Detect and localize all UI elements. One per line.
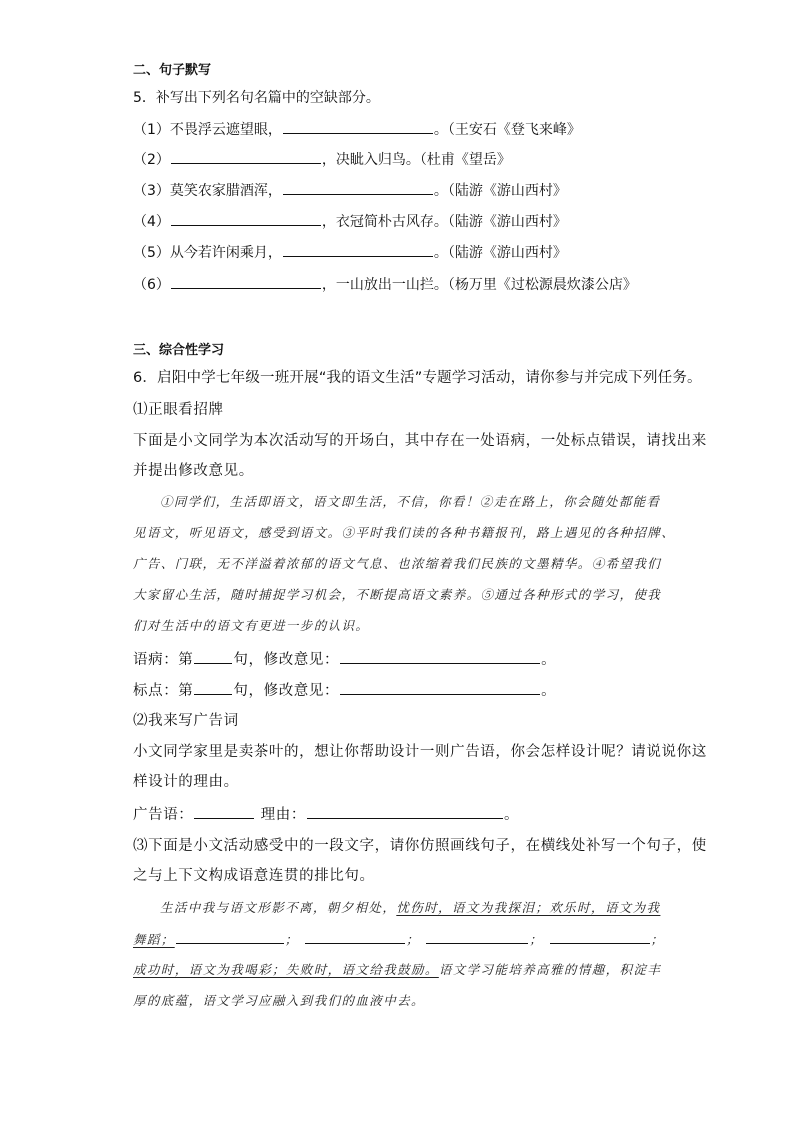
item-given-text: 莫笑农家腊酒浑，	[169, 183, 282, 199]
task-1-instruction: 并提出修改意见。	[133, 463, 254, 479]
item-source: ，决眦入归鸟。（杜甫《望岳》	[321, 152, 511, 168]
model-sentence: 成功时，语文为我喝彩；失败时，语文给我鼓励。	[133, 962, 439, 977]
item-source: ，一山放出一山拦。（杨万里《过松源晨炊漆公店》	[321, 277, 637, 293]
answer-label: 句，修改意见：	[233, 683, 340, 699]
plain-text: 语文学习能培养高雅的情趣，积淀丰	[438, 962, 662, 977]
question-5-prompt: 5．补写出下列名句名篇中的空缺部分。	[133, 90, 380, 106]
item-source: 。（陆游《游山西村》	[433, 183, 567, 199]
plain-text: 生活中我与语文形影不离，朝夕相处，	[160, 900, 397, 915]
model-sentence: 舞蹈；	[133, 932, 175, 947]
answer-label: 语病：第	[133, 652, 194, 668]
sentence-number-blank[interactable]	[194, 649, 232, 664]
imitation-blank[interactable]	[550, 929, 650, 944]
task-3-title: ⑶下面是小文活动感受中的一段文字，请你仿照画线句子，在横线处补写一个句子，使	[133, 838, 707, 854]
task-1-instruction: 下面是小文同学为本次活动写的开场白，其中存在一处语病，一处标点错误，请找出来	[133, 433, 707, 449]
answer-label: 标点：第	[133, 683, 194, 699]
period: 。	[503, 807, 520, 823]
sentence-number-blank[interactable]	[194, 680, 232, 695]
imitation-blank[interactable]	[305, 929, 405, 944]
reflection-line	[133, 929, 664, 950]
task-2-title: ⑵我来写广告词	[133, 713, 239, 729]
task-2-instruction: 小文同学家里是卖茶叶的，想让你帮助设计一则广告语，你会怎样设计呢？请说说你这	[133, 744, 707, 760]
task-1-title: ⑴正眼看招牌	[133, 402, 224, 418]
reflection-line	[133, 960, 661, 980]
dictation-item-5	[133, 242, 567, 263]
answer-blank[interactable]	[171, 274, 321, 289]
answer-label: 广告语：	[133, 807, 194, 823]
revision-blank[interactable]	[340, 649, 540, 664]
dictation-item-3	[133, 180, 567, 201]
dictation-item-1	[133, 119, 581, 140]
item-given-text: 从今若许闲乘月，	[169, 245, 282, 261]
grammar-error-answer-row	[133, 649, 556, 670]
semicolon: ；	[284, 932, 299, 947]
answer-blank[interactable]	[283, 119, 433, 134]
period: 。	[541, 652, 557, 668]
item-number: （6）	[133, 277, 170, 293]
imitation-blank[interactable]	[176, 929, 284, 944]
opening-speech-line: 们对生活中的语文有更进一步的认识。	[133, 618, 370, 633]
question-6-prompt: 6．启阳中学七年级一班开展“我的语文生活”专题学习活动，请你参与并完成下列任务。	[133, 370, 702, 386]
answer-blank[interactable]	[283, 180, 433, 195]
answer-blank[interactable]	[171, 149, 321, 164]
imitation-blank[interactable]	[426, 929, 528, 944]
opening-speech-line: 大家留心生活，随时捕捉学习机会，不断提高语文素养。⑤通过各种形式的学习，使我	[133, 587, 662, 602]
item-given-text: 不畏浮云遮望眼，	[169, 122, 282, 138]
answer-blank[interactable]	[171, 211, 321, 226]
opening-speech-line: ①同学们，生活即语文，语文即生活，不信，你看！②走在路上，你会随处都能看	[160, 494, 661, 509]
section-heading-integrated-study: 三、综合性学习	[133, 343, 225, 358]
item-number: （4）	[133, 214, 170, 230]
model-sentence: 忧伤时，语文为我探泪；欢乐时，语文为我	[396, 900, 661, 915]
revision-blank[interactable]	[340, 680, 540, 695]
task-3-title: 之与上下文构成语意连贯的排比句。	[133, 868, 375, 884]
item-source: 。（陆游《游山西村》	[433, 245, 567, 261]
answer-blank[interactable]	[283, 242, 433, 257]
punctuation-error-answer-row	[133, 680, 556, 701]
item-source: ，衣冠简朴古风存。（陆游《游山西村》	[321, 214, 567, 230]
reflection-line	[160, 898, 660, 918]
dictation-item-6	[133, 274, 637, 295]
opening-speech-line: 广告、门联，无不洋溢着浓郁的语文气息、也浓缩着我们民族的文墨精华。④希望我们	[133, 556, 662, 571]
item-number: （1）	[133, 122, 170, 138]
period: 。	[541, 683, 557, 699]
answer-label: 理由：	[260, 807, 306, 823]
item-source: 。（王安石《登飞来峰》	[433, 122, 581, 138]
task-2-instruction: 样设计的理由。	[133, 774, 239, 790]
dictation-item-4	[133, 211, 567, 232]
semicolon: ；	[405, 932, 420, 947]
advertisement-answer-row	[133, 804, 519, 825]
slogan-blank[interactable]	[194, 804, 254, 819]
opening-speech-line: 见语文，听见语文，感受到语文。③平时我们读的各种书籍报刊，路上遇见的各种招牌、	[133, 525, 676, 540]
item-number: （5）	[133, 245, 170, 261]
answer-label: 句，修改意见：	[233, 652, 340, 668]
item-number: （2）	[133, 152, 170, 168]
dictation-item-2	[133, 149, 511, 170]
item-number: （3）	[133, 183, 170, 199]
reflection-line: 厚的底蕴，语文学习应融入到我们的血液中去。	[133, 993, 425, 1008]
semicolon: ；	[650, 932, 665, 947]
semicolon: ；	[529, 932, 544, 947]
reason-blank[interactable]	[307, 804, 503, 819]
section-heading-sentences: 二、句子默写	[133, 63, 212, 78]
